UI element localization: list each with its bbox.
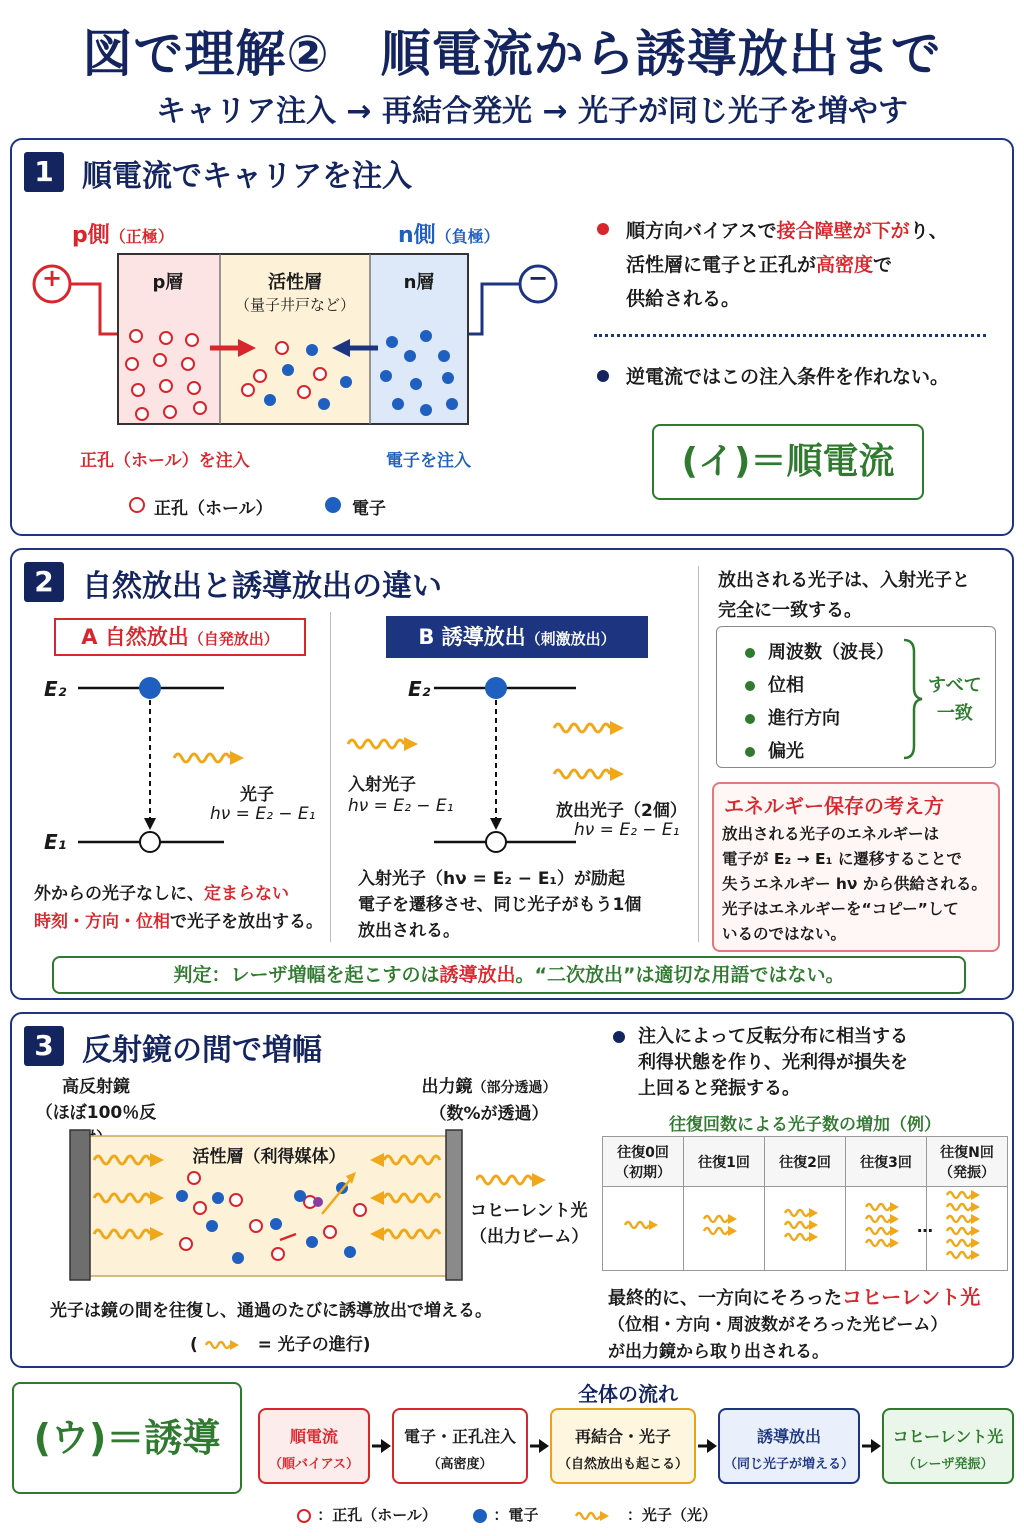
- hole-legend-icon: [128, 496, 146, 514]
- photon-count-table: [602, 1136, 1008, 1271]
- page-title: 図で理解② 順電流から誘導放出まで: [82, 25, 942, 83]
- photon-stack-icon: [775, 1207, 835, 1247]
- flow-title: 全体の流れ: [578, 1382, 678, 1406]
- table-head-cell: 往復1回: [684, 1137, 765, 1187]
- brace-icon: [900, 638, 924, 760]
- photon-stack-icon: [856, 1201, 916, 1253]
- answer-i-box: (イ)＝順電流: [652, 424, 924, 500]
- table-head-cell: 往復3回: [846, 1137, 927, 1187]
- section-3-number: 3: [24, 1026, 64, 1066]
- all-match-label: すべて 一致: [928, 675, 982, 724]
- flow-step: 誘導放出 （同じ光子が増える）: [718, 1408, 860, 1484]
- p-side-label: p側（正極）: [72, 223, 174, 248]
- photon-stack-icon: [694, 1213, 754, 1241]
- flow-arrow-icon: [528, 1436, 550, 1456]
- sec3-description: 光子は鏡の間を往復し、通過のたびに誘導放出で増える。: [50, 1301, 492, 1321]
- bullet-red-icon: [596, 222, 610, 236]
- bullet-navy-icon-3: [612, 1030, 626, 1044]
- hr-mirror-label: 高反射鏡 （ほぼ100％反: [35, 1077, 157, 1123]
- a-photon-label: 光子: [240, 785, 274, 805]
- section-3-title: 反射鏡の間で増幅: [82, 1033, 322, 1068]
- flow-row: [258, 1408, 1014, 1484]
- sec1-bullet1: 順方向バイアスで接合障壁が下がり、 活性層に電子と正孔が高密度で 供給される。: [626, 220, 948, 310]
- photon-count-cell: [846, 1187, 927, 1271]
- property-item: 進行方向: [744, 702, 894, 735]
- sec3-right-text: 注入によって反転分布に相当する 利得状態を作り、光利得が損失を 上回ると発振する。: [638, 1026, 908, 1099]
- electron-legend-label: 電子: [352, 499, 386, 519]
- section-1-number: 1: [24, 152, 64, 192]
- hole-legend-label: 正孔（ホール）: [154, 499, 273, 519]
- bullet-green-icon: [744, 647, 756, 659]
- sec3-final: 最終的に、一方向にそろったコヒーレント光 （位相・方向・周波数がそろった光ビーム） が出力鏡から取り出される。: [608, 1285, 981, 1362]
- energy-line: 放出される光子のエネルギーは: [722, 825, 940, 843]
- a-e1-label: E₁: [44, 830, 67, 854]
- photon-legend-icon: [204, 1338, 252, 1352]
- stimulated-title-box: B 誘導放出（刺激放出）: [386, 616, 648, 658]
- minus-terminal: −: [527, 264, 549, 292]
- flow-arrow-icon: [860, 1436, 882, 1456]
- judgement-box: 判定：レーザ増幅を起こすのは誘導放出。“二次放出”は適切な用語ではない。: [52, 956, 966, 994]
- flow-step: 電子・正孔注入 （高密度）: [392, 1408, 528, 1484]
- energy-line: 失うエネルギー hν から供給される。: [722, 875, 987, 893]
- bullet-green-icon: [744, 746, 756, 758]
- flow-step: 順電流 （順バイアス）: [258, 1408, 370, 1484]
- n-layer-label: n層: [403, 272, 435, 293]
- output-beam-icon: [476, 1172, 552, 1190]
- emitted-photon-label: 放出光子（2個）: [556, 801, 687, 821]
- active-layer-label: 活性層: [268, 272, 322, 293]
- hole-inject-label: 正孔（ホール）を注入: [80, 451, 250, 471]
- gain-medium-label: 活性層（利得媒体）: [192, 1147, 346, 1167]
- active-layer-note: （量子井戸など）: [234, 296, 355, 314]
- sec2-divider-2: [698, 566, 699, 942]
- flow-step: コヒーレント光 （レーザ発振）: [882, 1408, 1014, 1484]
- energy-title: エネルギー保存の考え方: [724, 794, 944, 818]
- hole-legend-icon-2: [296, 1508, 312, 1524]
- property-item: 周波数（波長）: [744, 636, 894, 669]
- photon-legend: ( = 光子の進行): [190, 1335, 371, 1355]
- incident-photon-label: 入射光子: [348, 775, 416, 795]
- emitted-photon-eq: hν = E₂ − E₁: [574, 820, 680, 840]
- photon-count-cell: [684, 1187, 765, 1271]
- photon-stack-icon: [613, 1219, 673, 1235]
- out-mirror-label: 出力鏡（部分透過） （数%が透過）: [421, 1077, 557, 1124]
- electron-legend-icon: [324, 496, 342, 514]
- spontaneous-title-box: A 自然放出（自発放出）: [54, 618, 306, 656]
- table-head-cell: 往復0回 （初期）: [603, 1137, 684, 1187]
- flow-arrow-icon: [696, 1436, 718, 1456]
- bullet-green-icon: [744, 713, 756, 725]
- a-e2-label: E₂: [44, 677, 67, 701]
- flow-arrow-icon: [370, 1436, 392, 1456]
- section-1-title: 順電流でキャリアを注入: [82, 159, 412, 194]
- plus-terminal: +: [41, 264, 63, 292]
- sec1-divider: [594, 334, 986, 337]
- bullet-navy-icon: [596, 369, 610, 383]
- photon-stack-icon: [937, 1189, 997, 1265]
- section-2-title: 自然放出と誘導放出の違い: [82, 569, 442, 604]
- a-description: 外からの光子なしに、定まらない 時刻・方向・位相で光子を放出する。: [34, 884, 323, 932]
- n-side-label: n側（負極）: [398, 223, 500, 248]
- photon-count-cell: [917, 1187, 1008, 1271]
- p-layer-label: p層: [152, 272, 184, 293]
- table-head-cell: 往復N回 （発振）: [927, 1137, 1008, 1187]
- sec2-right-intro: 放出される光子は、入射光子と 完全に一致する。: [718, 570, 970, 621]
- energy-line: 光子はエネルギーを“コピー”して: [722, 900, 959, 918]
- energy-line: いるのではない。: [722, 925, 847, 943]
- page-subtitle: キャリア注入 → 再結合発光 → 光子が同じ光子を増やす: [155, 94, 909, 129]
- photon-count-cell: [603, 1187, 684, 1271]
- bullet-green-icon: [744, 680, 756, 692]
- property-item: 偏光: [744, 735, 894, 768]
- energy-line: 電子が E₂ → E₁ に遷移することで: [722, 850, 962, 868]
- spontaneous-diagram: [60, 670, 330, 860]
- ellipsis: …: [917, 1217, 933, 1236]
- sec1-bullet2: 逆電流ではこの注入条件を作れない。: [626, 366, 950, 388]
- photon-count-cell: [765, 1187, 846, 1271]
- sec2-divider-1: [330, 612, 331, 942]
- coherent-output-label: コヒーレント光 （出力ビーム）: [470, 1201, 589, 1247]
- b-description: 入射光子（hν = E₂ − E₁）が励起 電子を遷移させ、同じ光子がもう1個 放出される。: [358, 869, 642, 941]
- bottom-legend: ：正孔（ホール） ：電子 ：光子（光）: [296, 1504, 717, 1525]
- properties-list: [744, 636, 894, 768]
- photon-legend-icon-2: [574, 1509, 622, 1523]
- table-head-cell: 往復2回: [765, 1137, 846, 1187]
- energy-text: [722, 822, 987, 947]
- property-item: 位相: [744, 669, 894, 702]
- table-title: 往復回数による光子数の増加（例）: [669, 1115, 941, 1135]
- electron-legend-icon-2: [472, 1508, 488, 1524]
- flow-step: 再結合・光子 （自然放出も起こる）: [550, 1408, 696, 1484]
- electron-inject-label: 電子を注入: [386, 451, 471, 471]
- incident-photon-eq: hν = E₂ − E₁: [348, 796, 454, 816]
- b-e2-label: E₂: [408, 677, 431, 701]
- answer-u-box: (ウ)＝誘導: [12, 1382, 242, 1494]
- section-2-number: 2: [24, 562, 64, 602]
- a-photon-eq: hν = E₂ − E₁: [210, 804, 316, 824]
